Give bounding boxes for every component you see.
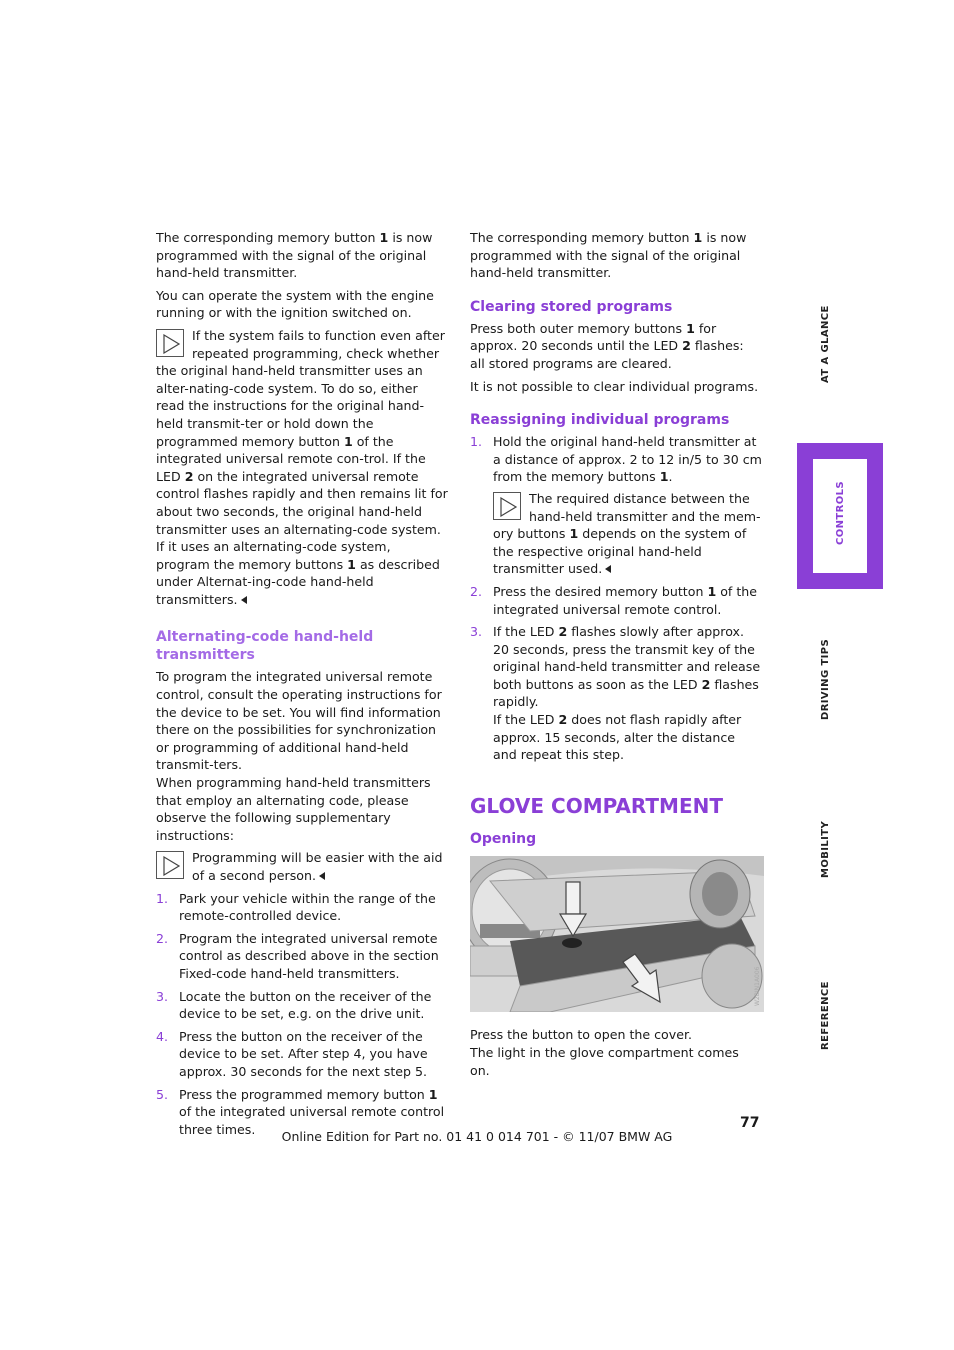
paragraph: The light in the glove compartment comes on. [470,1045,739,1078]
chapter-heading-glove-compartment: GLOVE COMPARTMENT [470,793,723,818]
paragraph: You can operate the system with the engine running or with the ignition switched on. [156,287,434,321]
list-item: 2. Press the desired memory button 1 of the integrated universal remote control. [470,583,758,617]
section-heading-reassigning: Reassigning individual programs [470,412,730,429]
svg-text:W2BIN1A006: W2BIN1A006 [754,966,761,1006]
note-play-icon [493,492,521,520]
section-heading-alternating-code: Alternating-code hand-held transmitters [156,629,374,664]
tab-controls-inner: CONTROLS [813,459,867,573]
step-list [156,890,448,1139]
right-column [470,229,762,1084]
paragraph: It is not possible to clear individual programs. [470,378,759,394]
glove-compartment-illustration [470,856,764,1012]
left-column [156,229,448,1143]
tab-controls-active[interactable] [797,443,883,589]
note-block: The required distance between the hand-held transmitter and the mem-ory buttons 1 depends on the system of the respective original hand-held transmitter used. [493,490,761,577]
list-item: 1. Hold the original hand-held transmitter at a distance of approx. 2 to 12 in/5 to 30 cm from the memory buttons 1. The required distance between the hand-held transmitter and the mem-ory buttons 1 depends on the system of the respective original hand-held transmitter used. [470,434,762,577]
end-mark-icon [605,565,611,573]
footer-edition-note: Online Edition for Part no. 01 41 0 014 701 - © 11/07 BMW AG [281,1129,673,1144]
paragraph: Press both outer memory buttons 1 for approx. 20 seconds until the LED 2 flashes: all stored programs are cleared. [470,320,744,371]
list-item: 5. Press the programmed memory button 1 of the integrated universal remote control three times. [156,1086,445,1137]
note-play-icon [156,329,184,357]
page-number: 77 [740,1115,760,1131]
section-heading-clearing: Clearing stored programs [470,298,673,315]
step-list [470,433,762,764]
list-item: 3. Locate the button on the receiver of the device to be set, e.g. on the drive unit. [156,988,432,1022]
note-block: If the system fails to function even after repeated programming, check whether the original hand-held transmitter uses an alter-nating-code system. To do so, either read the instructions for the original hand-held transmit-ter or hold down the programmed memory button 1 of the integrated universal remote con-trol. If the LED 2 on the integrated universal remote control flashes rapidly and then remains lit for about two seconds, the original hand-held transmitter uses an alternating-code system. If it uses an alternating-code system, program the memory buttons 1 as described under Alternat-ing-code hand-held transmitters. [156,327,448,607]
list-item: 4. Press the button on the receiver of the device to be set. After step 4, you have approx. 30 seconds for the next step 5. [156,1028,428,1079]
paragraph: The corresponding memory button 1 is now programmed with the signal of the original hand-held transmitter. [470,230,747,281]
paragraph: When programming hand-held transmitters that employ an alternating code, please observe the following supplementary instructions: [156,775,431,843]
section-heading-opening: Opening [470,830,537,847]
note-play-icon [156,851,184,879]
note-block: Programming will be easier with the aid of a second person. [156,849,448,884]
list-item: 3. If the LED 2 flashes slowly after approx. 20 seconds, press the transmit key of the original hand-held transmitter and release both buttons as soon as the LED 2 flashes rapidly. If the LED 2 does not flash rapidly after approx. 15 seconds, alter the distance and repeat this step. [470,624,761,763]
end-mark-icon [319,872,325,880]
paragraph: To program the integrated universal remote control, consult the operating instructions for the device to be set. You will find information there on the possibilities for synchronization or programming of additional hand-held transmit-ters. [156,669,442,773]
paragraph: Press the button to open the cover. [470,1027,692,1043]
list-item: 2. Program the integrated universal remote control as described above in the section Fixed-code hand-held transmitters. [156,930,439,981]
list-item: 1. Park your vehicle within the range of the remote-controlled device. [156,890,436,924]
end-mark-icon [241,596,247,604]
paragraph: The corresponding memory button 1 is now programmed with the signal of the original hand-held transmitter. [156,230,433,281]
